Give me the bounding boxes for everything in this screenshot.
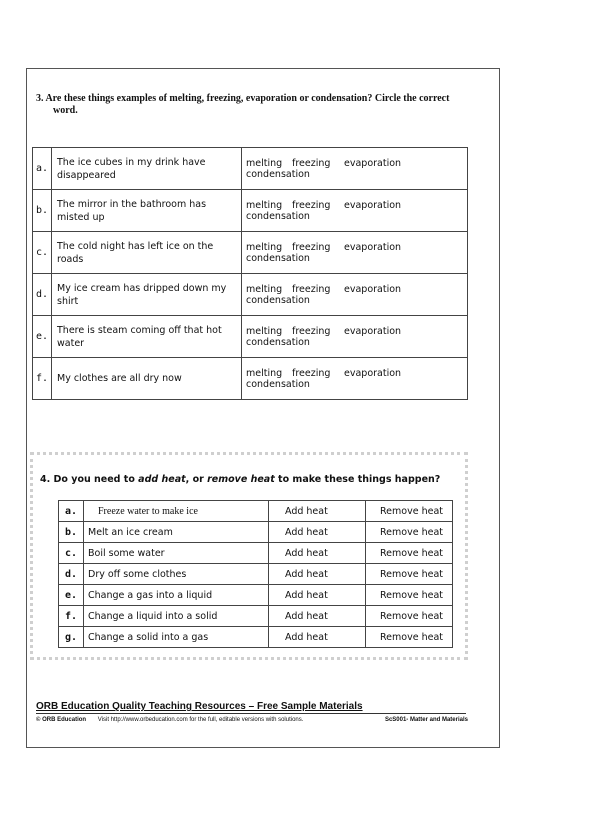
row-label: d.: [59, 564, 84, 585]
row-task: Melt an ice cream: [84, 522, 269, 543]
option-remove-heat[interactable]: Remove heat: [366, 522, 453, 543]
option-add-heat[interactable]: Add heat: [269, 627, 366, 648]
option-add-heat[interactable]: Add heat: [269, 522, 366, 543]
question-4-row: [59, 501, 453, 522]
row-label: f.: [59, 606, 84, 627]
row-task: Change a liquid into a solid: [84, 606, 269, 627]
question-3-row: [33, 274, 468, 316]
row-statement: There is steam coming off that hot water: [52, 316, 242, 358]
footer-title: [36, 701, 363, 712]
option-remove-heat[interactable]: Remove heat: [366, 501, 453, 522]
row-label: f.: [33, 358, 52, 400]
option-condensation[interactable]: condensation: [246, 294, 310, 306]
answer-options: [242, 190, 468, 232]
row-label: b.: [59, 522, 84, 543]
option-evaporation[interactable]: evaporation: [344, 367, 402, 379]
option-evaporation[interactable]: evaporation: [344, 283, 402, 295]
option-condensation[interactable]: condensation: [246, 210, 310, 222]
option-add-heat[interactable]: Add heat: [269, 585, 366, 606]
answer-options: [242, 316, 468, 358]
option-add-heat[interactable]: Add heat: [269, 501, 366, 522]
question-3-row: [33, 316, 468, 358]
row-label: d.: [33, 274, 52, 316]
row-label: c.: [59, 543, 84, 564]
option-remove-heat[interactable]: Remove heat: [366, 606, 453, 627]
footer-code: ScS001- Matter and Materials: [384, 717, 468, 723]
option-remove-heat[interactable]: Remove heat: [366, 585, 453, 606]
option-condensation[interactable]: condensation: [246, 378, 310, 390]
option-add-heat[interactable]: Add heat: [269, 543, 366, 564]
row-label: e.: [59, 585, 84, 606]
option-freezing[interactable]: freezing: [292, 157, 331, 169]
option-melting[interactable]: melting: [246, 199, 283, 211]
question-3-table: [32, 147, 468, 400]
question-4-title: [40, 474, 440, 485]
option-remove-heat[interactable]: Remove heat: [366, 564, 453, 585]
answer-options: [242, 232, 468, 274]
question-4-title-post: to make these things happen?: [274, 474, 441, 485]
footer-title-text: ORB Education Quality Teaching Resources – Free Sample Materials: [36, 701, 363, 712]
option-melting[interactable]: melting: [246, 241, 283, 253]
question-3-row: [33, 148, 468, 190]
row-label: g.: [59, 627, 84, 648]
question-4-title-mid: , or: [185, 474, 208, 485]
row-label: e.: [33, 316, 52, 358]
option-remove-heat[interactable]: Remove heat: [366, 627, 453, 648]
option-add-heat[interactable]: Add heat: [269, 606, 366, 627]
option-melting[interactable]: melting: [246, 367, 283, 379]
option-condensation[interactable]: condensation: [246, 168, 310, 180]
option-add-heat[interactable]: Add heat: [269, 564, 366, 585]
option-remove-heat[interactable]: Remove heat: [366, 543, 453, 564]
option-melting[interactable]: melting: [246, 157, 283, 169]
row-label: c.: [33, 232, 52, 274]
row-label: b.: [33, 190, 52, 232]
option-freezing[interactable]: freezing: [292, 325, 331, 337]
row-task: Change a solid into a gas: [84, 627, 269, 648]
row-statement: My clothes are all dry now: [52, 358, 242, 400]
question-3-title-line2: word.: [53, 105, 78, 116]
question-3-row: [33, 358, 468, 400]
row-statement: The cold night has left ice on the roads: [52, 232, 242, 274]
option-melting[interactable]: melting: [246, 325, 283, 337]
footer-row: [36, 717, 468, 723]
row-label: a.: [33, 148, 52, 190]
option-freezing[interactable]: freezing: [292, 367, 331, 379]
option-freezing[interactable]: freezing: [292, 241, 331, 253]
option-condensation[interactable]: condensation: [246, 252, 310, 264]
question-4-table: [58, 500, 453, 648]
option-melting[interactable]: melting: [246, 283, 283, 295]
question-4-row: [59, 585, 453, 606]
row-task: Boil some water: [84, 543, 269, 564]
question-3-row: [33, 190, 468, 232]
answer-options: [242, 274, 468, 316]
row-statement: The mirror in the bathroom has misted up: [52, 190, 242, 232]
row-label: a.: [59, 501, 84, 522]
row-task: Dry off some clothes: [84, 564, 269, 585]
question-3-title-line1: 3. Are these things examples of melting, freezing, evaporation or condensation? Circle the correct: [36, 93, 450, 104]
footer-copyright: © ORB Education: [36, 717, 87, 723]
footer-divider: [36, 713, 466, 714]
row-task: Freeze water to make ice: [84, 501, 269, 522]
option-freezing[interactable]: freezing: [292, 199, 331, 211]
option-condensation[interactable]: condensation: [246, 336, 310, 348]
footer-visit-text: Visit http://www.orbeducation.com for the full, editable versions with solutions.: [97, 717, 304, 723]
question-4-title-remove: remove heat: [207, 474, 275, 485]
question-4-row: [59, 564, 453, 585]
question-4-row: [59, 543, 453, 564]
question-4-row: [59, 522, 453, 543]
question-4-title-add: add heat: [138, 474, 186, 485]
row-statement: My ice cream has dripped down my shirt: [52, 274, 242, 316]
option-evaporation[interactable]: evaporation: [344, 241, 402, 253]
row-statement: The ice cubes in my drink have disappeared: [52, 148, 242, 190]
question-4-row: [59, 627, 453, 648]
answer-options: [242, 358, 468, 400]
option-evaporation[interactable]: evaporation: [344, 157, 402, 169]
question-4-title-pre: 4. Do you need to: [40, 474, 139, 485]
question-4-row: [59, 606, 453, 627]
option-freezing[interactable]: freezing: [292, 283, 331, 295]
row-task: Change a gas into a liquid: [84, 585, 269, 606]
question-3-row: [33, 232, 468, 274]
answer-options: [242, 148, 468, 190]
option-evaporation[interactable]: evaporation: [344, 199, 402, 211]
question-3-title: [36, 93, 476, 117]
option-evaporation[interactable]: evaporation: [344, 325, 402, 337]
